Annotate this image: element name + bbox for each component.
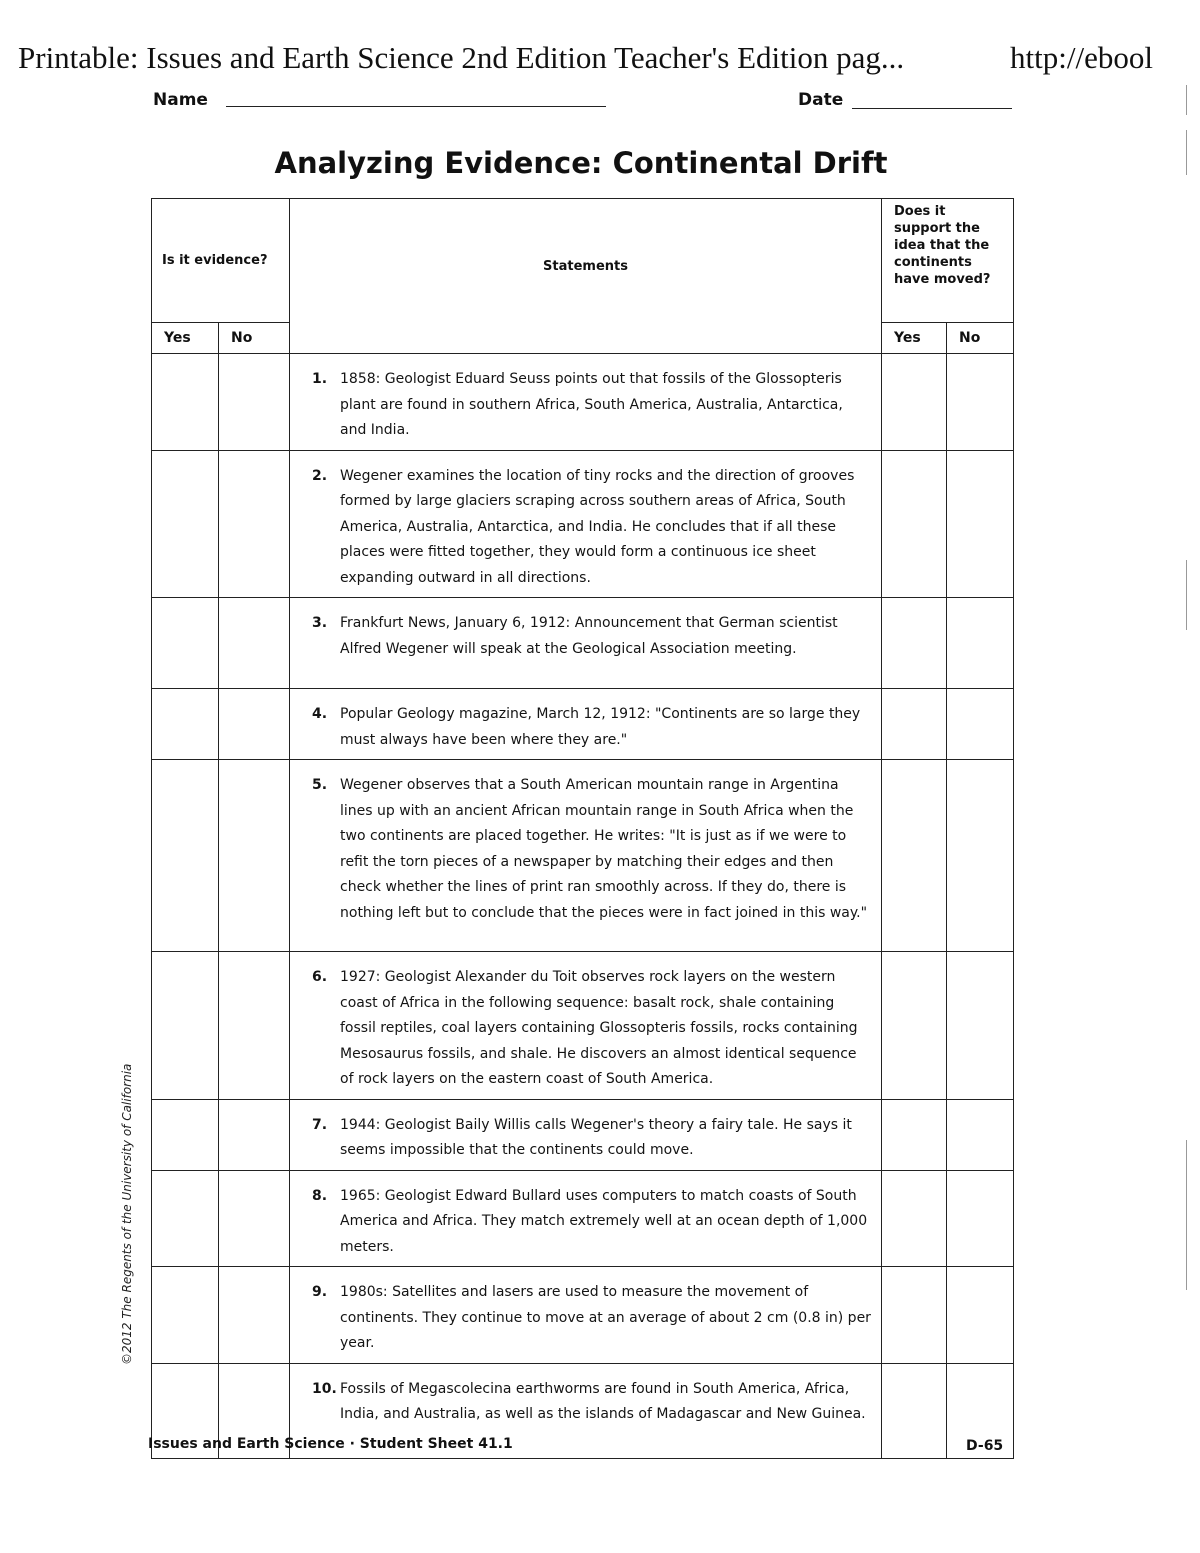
- evidence-yes-cell[interactable]: [152, 598, 219, 689]
- scan-artifact: [1186, 1140, 1187, 1290]
- footer-page-number: D-65: [966, 1438, 1004, 1454]
- statement-text: 1944: Geologist Baily Willis calls Wegener's theory a fairy tale. He says it seems impossible that the continents could move.: [340, 1116, 852, 1158]
- statement-number: 7.: [312, 1116, 328, 1133]
- evidence-no-cell[interactable]: [219, 952, 290, 1100]
- support-yes-cell[interactable]: [882, 1170, 947, 1267]
- support-yes-cell[interactable]: [882, 1363, 947, 1458]
- worksheet-title: Analyzing Evidence: Continental Drift: [274, 146, 888, 180]
- statement-number: 9.: [312, 1284, 328, 1300]
- evidence-yes-header: Yes: [152, 323, 219, 354]
- evidence-no-cell[interactable]: [219, 1267, 290, 1364]
- support-no-header: No: [947, 323, 1014, 354]
- print-header-title: Printable: Issues and Earth Science 2nd Edition Teacher's Edition pag...: [18, 40, 905, 75]
- statement-number: 4.: [312, 706, 328, 722]
- date-field-line[interactable]: [852, 108, 1012, 109]
- footer-sheet-label: Issues and Earth Science · Student Sheet 41.1: [148, 1436, 513, 1452]
- statement-cell: [290, 1267, 882, 1364]
- support-no-cell[interactable]: [947, 1170, 1014, 1267]
- print-header-url: http://ebool: [1010, 40, 1153, 75]
- scan-artifact: [1186, 85, 1187, 115]
- table-row: [152, 1170, 1014, 1267]
- table-row: [152, 1099, 1014, 1170]
- statement-text: Wegener examines the location of tiny rocks and the direction of grooves formed by large glaciers scraping across southern areas of Africa, South America, Australia, Antarctica, and India. He concludes that if all these places were fitted together, they would form a continuous ice sheet expanding outward in all directions.: [340, 467, 855, 586]
- statement-cell: [290, 598, 882, 689]
- support-no-cell[interactable]: [947, 354, 1014, 451]
- support-no-cell[interactable]: [947, 450, 1014, 598]
- support-yes-header: Yes: [882, 323, 947, 354]
- evidence-no-cell[interactable]: [219, 354, 290, 451]
- statement-number: 1.: [312, 371, 328, 387]
- statement-number: 2.: [312, 467, 328, 484]
- statement-number: 6.: [312, 969, 328, 985]
- statement-cell: [290, 1170, 882, 1267]
- statement-text: 1965: Geologist Edward Bullard uses computers to match coasts of South America and Africa. They match extremely well at an ocean depth of 1,000 meters.: [340, 1187, 868, 1255]
- evidence-yes-cell[interactable]: [152, 952, 219, 1100]
- evidence-yes-cell[interactable]: [152, 760, 219, 952]
- scan-artifact: [1186, 130, 1187, 175]
- table-row: [152, 689, 1014, 760]
- statement-text: Wegener observes that a South American mountain range in Argentina lines up with an ancient African mountain range in South Africa when the two continents are placed together. He writes: "It is just as if we were to refit the torn pieces of a newspaper by matching their edges and then check whether the lines of print ran smoothly across. If they do, there is nothing left but to conclude that the pieces were in fact joined in this way.": [340, 777, 868, 921]
- statement-number: 10.: [312, 1380, 337, 1397]
- evidence-yes-cell[interactable]: [152, 1099, 219, 1170]
- evidence-no-cell[interactable]: [219, 760, 290, 952]
- table-row: [152, 1267, 1014, 1364]
- evidence-no-cell[interactable]: [219, 598, 290, 689]
- statement-cell: [290, 952, 882, 1100]
- header-is-evidence: Is it evidence?: [152, 199, 290, 323]
- support-no-cell[interactable]: [947, 952, 1014, 1100]
- statement-number: 5.: [312, 777, 328, 793]
- support-no-cell[interactable]: [947, 1267, 1014, 1364]
- name-label: Name: [153, 90, 208, 110]
- name-field-line[interactable]: [226, 106, 606, 107]
- header-statements: Statements: [290, 199, 882, 354]
- statement-number: 8.: [312, 1187, 328, 1204]
- support-yes-cell[interactable]: [882, 952, 947, 1100]
- statement-text: 1980s: Satellites and lasers are used to measure the movement of continents. They continue to move at an average of about 2 cm (0.8 in) per year.: [340, 1284, 871, 1351]
- table-row: [152, 450, 1014, 598]
- statement-cell: [290, 450, 882, 598]
- table-row: [152, 354, 1014, 451]
- statement-number: 3.: [312, 615, 328, 631]
- evidence-no-cell[interactable]: [219, 1170, 290, 1267]
- statement-text: Popular Geology magazine, March 12, 1912: "Continents are so large they must always have been where they are.": [340, 706, 861, 748]
- evidence-no-header: No: [219, 323, 290, 354]
- support-yes-cell[interactable]: [882, 450, 947, 598]
- support-yes-cell[interactable]: [882, 354, 947, 451]
- support-yes-cell[interactable]: [882, 689, 947, 760]
- support-yes-cell[interactable]: [882, 1099, 947, 1170]
- statement-cell: [290, 689, 882, 760]
- support-yes-cell[interactable]: [882, 1267, 947, 1364]
- statement-cell: [290, 354, 882, 451]
- evidence-yes-cell[interactable]: [152, 354, 219, 451]
- statement-text: Frankfurt News, January 6, 1912: Announcement that German scientist Alfred Wegener will speak at the Geological Association meeting.: [340, 615, 838, 657]
- statement-cell: [290, 1099, 882, 1170]
- statement-text: 1927: Geologist Alexander du Toit observes rock layers on the western coast of Africa in the following sequence: basalt rock, shale containing fossil reptiles, coal layers containing Glossopteris fossils, rocks containing Mesosaurus fossils, and shale. He discovers an almost identical sequence of rock layers on the eastern coast of South America.: [340, 969, 858, 1087]
- evidence-yes-cell[interactable]: [152, 450, 219, 598]
- support-no-cell[interactable]: [947, 1099, 1014, 1170]
- statement-text: Fossils of Megascolecina earthworms are found in South America, Africa, India, and Australia, as well as the islands of Madagascar and New Guinea.: [340, 1380, 866, 1422]
- table-row: [152, 760, 1014, 952]
- table-row: [152, 598, 1014, 689]
- evidence-yes-cell[interactable]: [152, 1267, 219, 1364]
- support-yes-cell[interactable]: [882, 760, 947, 952]
- evidence-yes-cell[interactable]: [152, 689, 219, 760]
- support-no-cell[interactable]: [947, 598, 1014, 689]
- header-supports-movement: Does it support the idea that the continents have moved?: [882, 199, 1014, 323]
- evidence-no-cell[interactable]: [219, 450, 290, 598]
- evidence-yes-cell[interactable]: [152, 1170, 219, 1267]
- statement-text: 1858: Geologist Eduard Seuss points out that fossils of the Glossopteris plant are found in southern Africa, South America, Australia, Antarctica, and India.: [340, 371, 843, 438]
- statement-cell: [290, 760, 882, 952]
- scan-artifact: [1186, 560, 1187, 630]
- evidence-table: [151, 198, 1014, 1459]
- support-yes-cell[interactable]: [882, 598, 947, 689]
- evidence-no-cell[interactable]: [219, 689, 290, 760]
- support-no-cell[interactable]: [947, 689, 1014, 760]
- date-label: Date: [798, 90, 844, 110]
- table-row: [152, 952, 1014, 1100]
- support-no-cell[interactable]: [947, 760, 1014, 952]
- evidence-no-cell[interactable]: [219, 1099, 290, 1170]
- copyright-notice: ©2012 The Regents of the University of California: [120, 1063, 134, 1365]
